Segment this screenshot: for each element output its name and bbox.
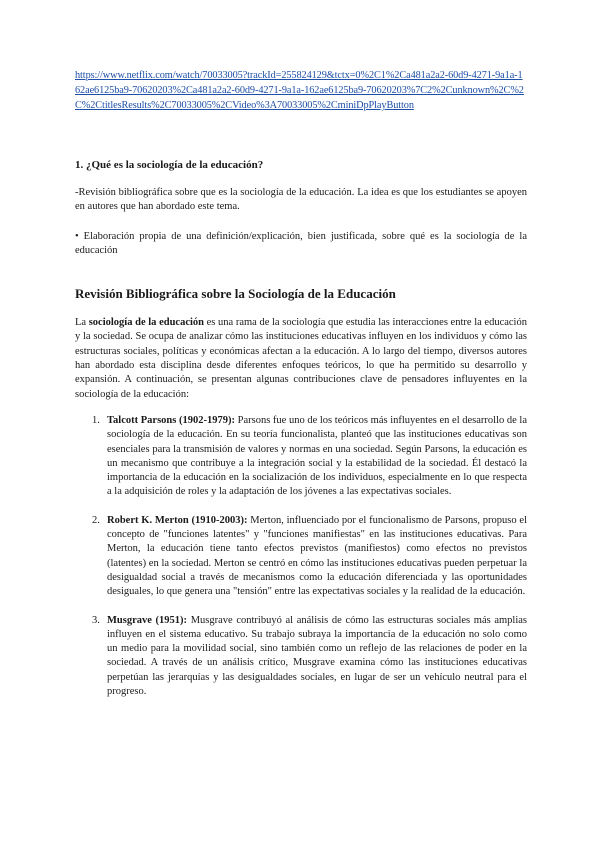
list-item-number: 3. [92,614,100,626]
intro-paragraph [75,316,527,402]
section-2-heading: Revisión Bibliográfica sobre la Sociología de la Educación [75,286,396,302]
author-name: Musgrave (1951): [107,614,188,626]
list-item [75,414,527,500]
author-name: Talcott Parsons (1902-1979): [107,414,235,426]
author-description: Musgrave contribuyó al análisis de cómo las estructuras sociales más amplias influyen en el sistema educativo. Su trabajo subraya la importancia de la educación no solo como un medio para la movilidad social, sino también como un reflejo de las relaciones de poder en la sociedad. A través de un análisis crítico, Musgrave examina cómo las instituciones educativas perpetúan las jerarquías y las desigualdades sociales, en lugar de ser un vehículo neutral para el progreso. [107,614,527,698]
list-item-number: 2. [92,514,100,526]
list-item [75,614,527,700]
document-page [75,68,527,713]
intro-bold-term: sociología de la educación [88,317,204,329]
section-1-heading: 1. ¿Qué es la sociología de la educación? [75,159,264,171]
author-description: Merton, influenciado por el funcionalismo de Parsons, propuso el concepto de "funciones latentes" y "funciones manifiestas" en las instituciones educativas. Para Merton, la educación tiene tanto efectos previstos (manifiestos) como efectos no previstos (latentes) en la sociedad. Merton se centró en cómo las instituciones educativas pueden perpetuar la desigualdad social a través de mecanismos como la educación diferenciada y las oportunidades desiguales, lo que genera una "tensión" entre las expectativas sociales y la realidad de la educación. [107,514,527,598]
list-item [75,514,527,600]
intro-prefix: La [75,317,89,329]
author-description: Parsons fue uno de los teóricos más influyentes en el desarrollo de la sociología de la educación. En su teoría funcionalista, planteó que las instituciones educativas son esenciales para la transmisión de valores y normas en una sociedad. Según Parsons, la educación es un mecanismo que contribuye a la integración social y la estabilidad de la sociedad. Él destacó la importancia de la educación en la socialización de los individuos, especialmente en lo que respecta a la adquisición de roles y la adaptación de los jóvenes a las expectativas sociales. [107,414,528,498]
author-name: Robert K. Merton (1910-2003): [107,514,248,526]
elaboracion-paragraph: • Elaboración propia de una definición/explicación, bien justificada, sobre qué es la sociología de la educación [75,230,527,256]
intro-text: es una rama de la sociología que estudia las interacciones entre la educación y la sociedad. Se ocupa de analizar cómo las instituciones educativas influyen en los individuos y cómo las estructuras sociales, políticas y económicas afectan a la educación. A lo largo del tiempo, diversos autores han abordado esta disciplina desde diferentes enfoques teóricos, lo que ha permitido su desarrollo y expansión. A continuación, se presentan algunas contribuciones clave de pensadores influyentes en la sociología de la educación: [75,317,527,400]
revision-paragraph: -Revisión bibliográfica sobre que es la sociología de la educación. La idea es que los estudiantes se apoyen en autores que han abordado este tema. [75,187,527,213]
authors-list [75,414,527,699]
netflix-link[interactable]: https://www.netflix.com/watch/70033005?trackId=255824129&tctx=0%2C1%2Ca481a2a2-60d9-4271-9a1a-162ae6125ba9-70620203%2Ca481a2a2-60d9-4271-9a1a-162ae6125ba9-70620203%7C2%2Cunknown%2C%2C%2CtitlesResults%2C70033005%2CVideo%3A70033005%2CminiDpPlayButton [75,70,524,111]
list-item-number: 1. [92,414,100,426]
